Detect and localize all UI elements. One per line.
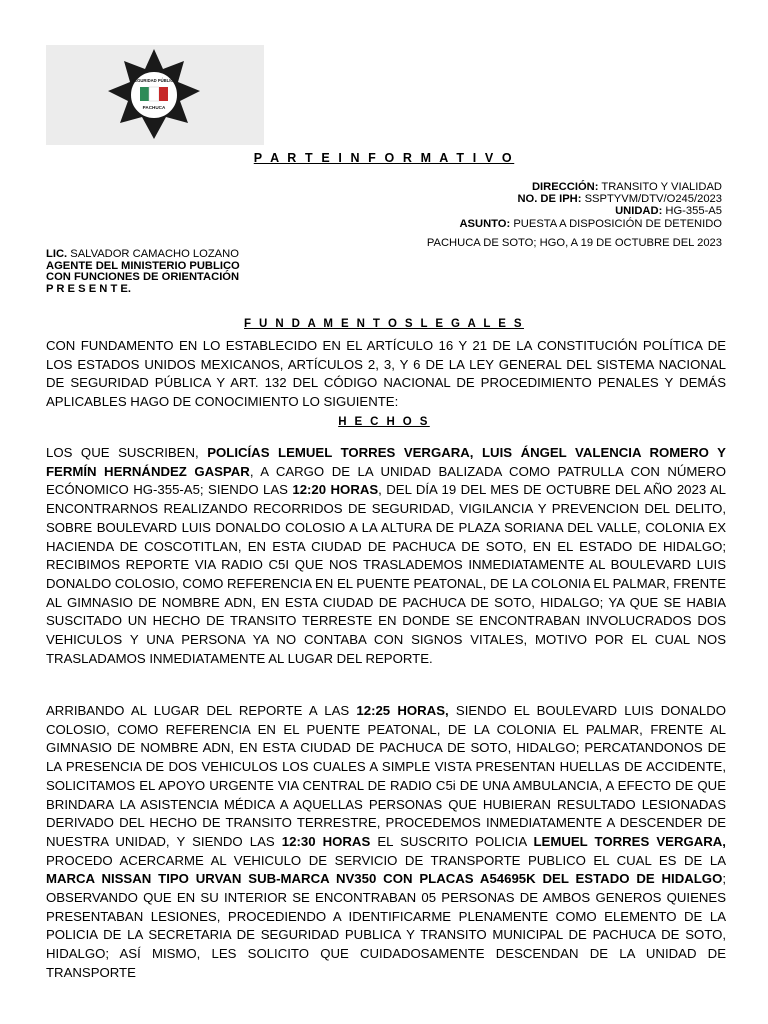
fundamentos-paragraph: CON FUNDAMENTO EN LO ESTABLECIDO EN EL ARTÍCULO 16 Y 21 DE LA CONSTITUCIÓN POLÍTICA DE LOS ESTADOS UNIDOS MEXICANOS, ARTÍCULOS 2, 3, Y 6 DE LA LEY GENERAL DEL SISTEMA NACIONAL DE SEGURIDAD PÚBLICA Y ART. 132 DEL CÓDIGO NACIONAL DE PROCEDIMIENTO PENALES Y DEMÁS APLICABLES HAGO DE CONOCIMIENTO LO SIGUIENTE:: [46, 338, 726, 410]
addressee-title: AGENTE DEL MINISTERIO PUBLICO: [46, 259, 240, 272]
addressee-function: CON FUNCIONES DE ORIENTACIÓN: [46, 271, 240, 284]
meta-iph: NO. DE IPH: SSPTYVM/DTV/O245/2023: [517, 193, 722, 206]
document-metadata: [459, 181, 722, 230]
meta-unidad: UNIDAD: HG-355-A5: [615, 205, 722, 218]
fundamentos-heading: F U N D A M E N T O S L E G A L E S: [244, 318, 524, 330]
meta-asunto: ASUNTO: PUESTA A DISPOSICIÓN DE DETENIDO: [459, 217, 722, 230]
hechos-paragraph-2: ARRIBANDO AL LUGAR DEL REPORTE A LAS 12:25 HORAS, SIENDO EL BOULEVARD LUIS DONALDO COLOSIO, COMO REFERENCIA EN EL PUENTE PEATONAL, DE LA COLONIA EL PALMAR, FRENTE AL GIMNASIO DE NOMBRE ADN, EN ESTA CIUDAD DE PACHUCA DE SOTO, HIDALGO; PERCATANDONOS DE LA PRESENCIA DE DOS VEHICULOS LOS CUALES A SIMPLE VISTA PRESENTAN HUELLAS DE ACCIDENTE, SOLICITAMOS EL APOYO URGENTE VIA CENTRAL DE RADIO C5i DE UNA AMBULANCIA, A EFECTO DE QUE BRINDARA LA ASISTENCIA MÉDICA A AQUELLAS PERSONAS QUE HUBIERAN RESULTADO LESIONADAS DERIVADO DEL HECHO DE TRANSITO TERRESTRE, PROCEDEMOS INMEDIATAMENTE A DESCENDER DE NUESTRA UNIDAD, Y SIENDO LAS 12:30 HORAS EL SUSCRITO POLICIA LEMUEL TORRES VERGARA, PROCEDO ACERCARME AL VEHICULO DE SERVICIO DE TRANSPORTE PUBLICO EL CUAL ES DE LA MARCA NISSAN TIPO URVAN SUB-MARCA NV350 CON PLACAS A54695K DEL ESTADO DE HIDALGO; OBSERVANDO QUE EN SU INTERIOR SE ENCONTRABAN 05 PERSONAS DE AMBOS GENEROS QUIENES PRESENTABAN LESIONES, PROCEDIENDO A IDENTIFICARME PLENAMENTE COMO ELEMENTO DE LA POLICIA DE LA SECRETARIA DE SEGURIDAD PUBLICA Y TRANSITO MUNICIPAL DE PACHUCA DE SOTO, HIDALGO; ASÍ MISMO, LES SOLICITO QUE CUIDADOSAMENTE DESCENDAN DE LA UNIDAD DE TRANSPORTE: [46, 703, 726, 980]
addressee-presente: P R E S E N T E.: [46, 282, 131, 295]
meta-direccion: DIRECCIÓN: TRANSITO Y VIALIDAD: [531, 181, 722, 193]
logo-text-top: SEGURIDAD PÚBLICA: [131, 78, 177, 83]
addressee-block: [46, 249, 240, 295]
logo-text-bottom: PACHUCA: [142, 105, 166, 110]
dateline: PACHUCA DE SOTO; HGO, A 19 DE OCTUBRE DEL 2023: [426, 237, 722, 249]
addressee-name: LIC. SALVADOR CAMACHO LOZANO: [46, 248, 239, 260]
document-title: P A R T E I N F O R M A T I V O: [253, 151, 515, 165]
hechos-heading: H E C H O S: [338, 416, 430, 428]
police-star-badge-icon: [104, 47, 204, 143]
logo-panel: [46, 45, 264, 145]
hechos-paragraph-1: LOS QUE SUSCRIBEN, POLICÍAS LEMUEL TORRES VERGARA, LUIS ÁNGEL VALENCIA ROMERO Y FERMÍN HERNÁNDEZ GASPAR, A CARGO DE LA UNIDAD BALIZADA COMO PATRULLA CON NÚMERO ECÓNOMICO HG-355-A5; SIENDO LAS 12:20 HORAS, DEL DÍA 19 DEL MES DE OCTUBRE DEL AÑO 2023 AL ENCONTRARNOS REALIZANDO RECORRIDOS DE SEGURIDAD, VIGILANCIA Y PREVENCION DEL DELITO, SOBRE BOULEVARD LUIS DONALDO COLOSIO A LA ALTURA DE PLAZA SORIANA DEL VALLE, COLONIA EX HACIENDA DE COSCOTITLAN, EN ESTA CIUDAD DE PACHUCA DE SOTO, EN EL ESTADO DE HIDALGO; RECIBIMOS REPORTE VIA RADIO C5I QUE NOS TRASLADEMOS INMEDIATAMENTE AL BOULEVARD LUIS DONALDO COLOSIO, COMO REFERENCIA EN EL PUENTE PEATONAL, DE LA COLONIA EL PALMAR, FRENTE AL GIMNASIO DE NOMBRE ADN, EN ESTA CIUDAD DE PACHUCA DE SOTO, HIDALGO; YA QUE SE HABIA SUSCITADO UN HECHO DE TRANSITO TERRESTE EN DONDE SE ENCONTRABAN INVOLUCRADOS DOS VEHICULOS Y UNA PERSONA YA NO CONTABA CON SIGNOS VITALES, MOTIVO POR EL CUAL NOS TRASLADAMOS INMEDIATAMENTE AL LUGAR DEL REPORTE.: [46, 445, 726, 666]
